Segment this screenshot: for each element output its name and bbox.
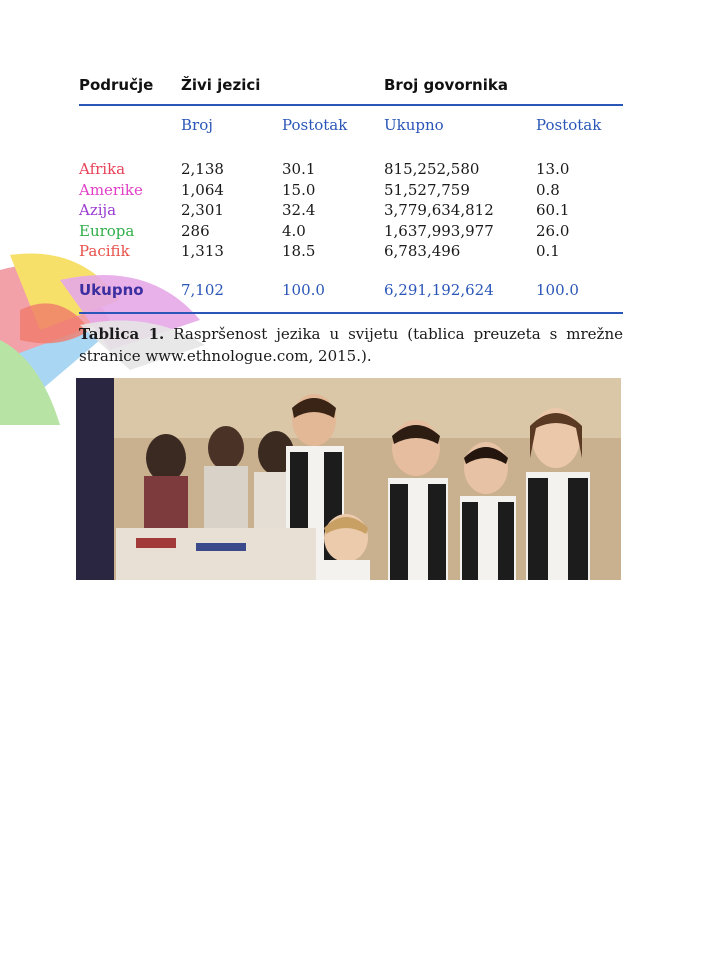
subheader-count: Broj	[181, 116, 213, 134]
language-percent: 15.0	[282, 180, 316, 199]
language-count: 1,313	[181, 242, 224, 260]
table-subheader-row	[79, 104, 623, 154]
header-living-languages: Živi jezici	[181, 76, 261, 94]
table-row	[79, 201, 623, 222]
speaker-percent: 60.1	[536, 201, 570, 219]
total-speaker-percent: 100.0	[536, 280, 579, 299]
subheader-percent-speakers: Postotak	[536, 116, 602, 134]
language-percent: 4.0	[282, 221, 306, 240]
speaker-percent: 0.8	[536, 180, 560, 199]
region-name: Pacifik	[79, 242, 130, 260]
caption-text: Raspršenost jezika u svijetu (tablica preuzeta s mrežne stranice www.ethnologue.com, 2015.).	[79, 325, 623, 365]
language-count: 2,138	[181, 160, 224, 178]
table-row	[79, 242, 623, 263]
total-language-count: 7,102	[181, 280, 224, 299]
table-row	[79, 181, 623, 202]
speaker-count: 51,527,759	[384, 180, 470, 199]
language-count: 2,301	[181, 201, 224, 219]
total-language-percent: 100.0	[282, 280, 325, 299]
table-header-row	[79, 72, 623, 104]
language-percent: 30.1	[282, 160, 316, 178]
table-body	[79, 160, 623, 305]
subheader-total: Ukupno	[384, 116, 444, 134]
language-percent: 18.5	[282, 242, 316, 260]
group-photo	[76, 378, 621, 958]
table-caption	[79, 323, 623, 367]
total-speaker-count: 6,291,192,624	[384, 280, 494, 299]
region-name: Azija	[79, 201, 117, 219]
photo-illustration	[76, 378, 621, 580]
language-count: 1,064	[181, 180, 224, 199]
header-region: Područje	[79, 76, 154, 94]
languages-table	[79, 72, 623, 299]
table-bottom-rule	[79, 312, 623, 314]
total-label: Ukupno	[79, 280, 144, 299]
region-name: Amerike	[79, 180, 143, 199]
header-speakers: Broj govornika	[384, 76, 508, 94]
speaker-count: 815,252,580	[384, 160, 480, 178]
region-name: Afrika	[79, 160, 126, 178]
speaker-count: 1,637,993,977	[384, 221, 494, 240]
caption-label: Tablica 1.	[79, 325, 165, 343]
table-total-row	[79, 281, 623, 305]
region-name: Europa	[79, 221, 135, 240]
speaker-count: 6,783,496	[384, 242, 461, 260]
speaker-count: 3,779,634,812	[384, 201, 494, 219]
photo-credit: Ljubaznošću Udruge Šokačka grana Osijek	[161, 724, 174, 958]
table-row	[79, 160, 623, 181]
speaker-percent: 13.0	[536, 160, 570, 178]
table-row	[79, 222, 623, 243]
language-count: 286	[181, 221, 210, 240]
speaker-percent: 26.0	[536, 221, 570, 240]
language-percent: 32.4	[282, 201, 316, 219]
subheader-percent: Postotak	[282, 116, 348, 134]
speaker-percent: 0.1	[536, 242, 560, 260]
